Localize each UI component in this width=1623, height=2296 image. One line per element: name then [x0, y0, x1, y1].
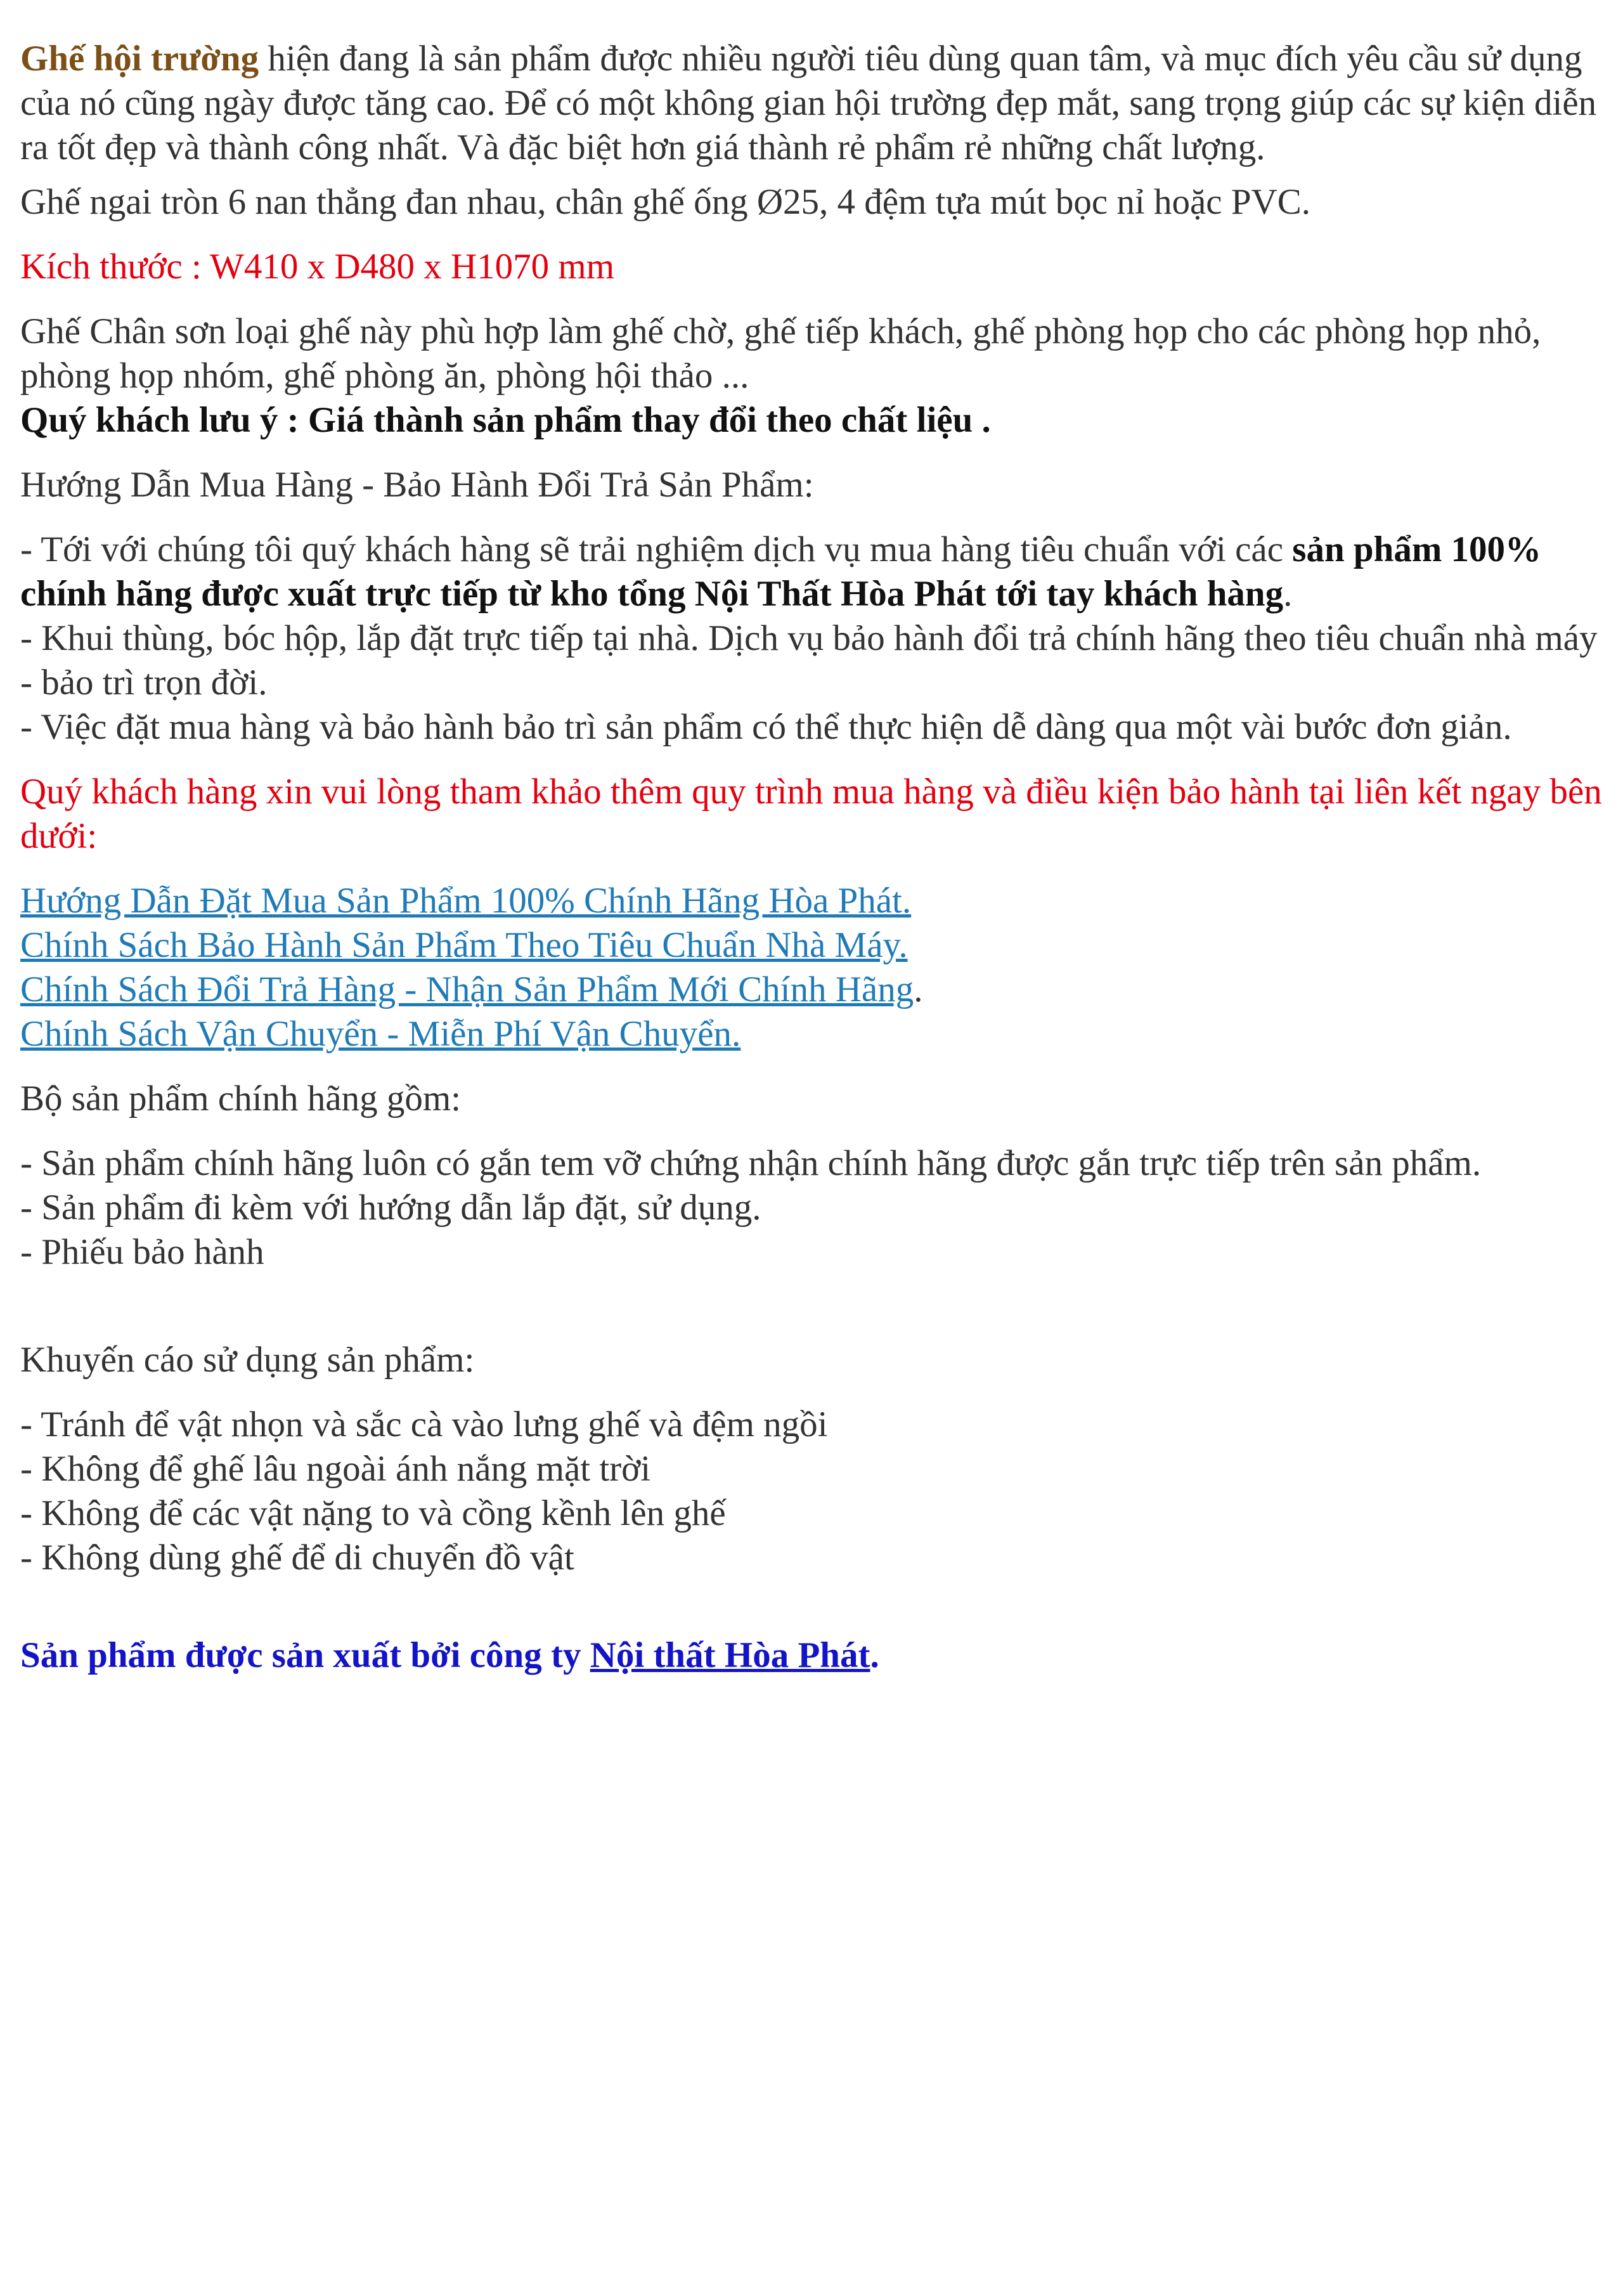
manufacturer-link[interactable]: Nội thất Hòa Phát [590, 1635, 870, 1675]
guide-heading: Hướng Dẫn Mua Hàng - Bảo Hành Đổi Trả Sản Phẩm: [20, 465, 814, 505]
link-return-policy[interactable]: Chính Sách Đổi Trả Hàng - Nhận Sản Phẩm Mới Chính Hãng [20, 970, 914, 1009]
advice-item-1: - Tránh để vật nhọn và sắc cà vào lưng ghế và đệm ngồi [20, 1404, 828, 1444]
usage-paragraph: Ghế Chân sơn loại ghế này phù hợp làm ghế chờ, ghế tiếp khách, ghế phòng họp cho các phòng họp nhỏ, phòng họp nhóm, ghế phòng ăn, phòng hội thảo ... [20, 311, 1541, 396]
price-note: Quý khách lưu ý : Giá thành sản phẩm thay đổi theo chất liệu . [20, 400, 991, 440]
product-description [20, 37, 1603, 1678]
dimensions-line: Kích thước : W410 x D480 x H1070 mm [20, 247, 615, 287]
manufacturer-line [20, 1633, 1603, 1678]
link-warranty-policy[interactable]: Chính Sách Bảo Hành Sản Phẩm Theo Tiêu Chuẩn Nhà Máy. [20, 925, 908, 965]
advice-heading: Khuyến cáo sử dụng sản phẩm: [20, 1340, 475, 1380]
package-list [20, 1141, 1603, 1274]
intro-highlight: Ghế hội trường [20, 39, 259, 79]
package-item-1: - Sản phẩm chính hãng luôn có gắn tem vỡ chứng nhận chính hãng được gắn trực tiếp trên sản phẩm. [20, 1143, 1482, 1183]
advice-item-2: - Không để ghế lâu ngoài ánh nắng mặt trời [20, 1449, 651, 1489]
advice-item-3: - Không để các vật nặng to và cồng kềnh lên ghế [20, 1493, 726, 1533]
reference-note: Quý khách hàng xin vui lòng tham khảo thêm quy trình mua hàng và điều kiện bảo hành tại liên kết ngay bên dưới: [20, 772, 1602, 856]
intro-paragraph [20, 37, 1603, 170]
link-order-guide[interactable]: Hướng Dẫn Đặt Mua Sản Phẩm 100% Chính Hãng Hòa Phát. [20, 881, 912, 921]
guide-item-1 [20, 528, 1603, 616]
package-item-3: - Phiếu bảo hành [20, 1232, 264, 1272]
advice-item-4: - Không dùng ghế để di chuyển đồ vật [20, 1538, 574, 1578]
link-return-dot: . [914, 970, 923, 1009]
link-shipping-policy[interactable]: Chính Sách Vận Chuyển - Miễn Phí Vận Chuyển. [20, 1014, 741, 1054]
guide-item-2: - Khui thùng, bóc hộp, lắp đặt trực tiếp tại nhà. Dịch vụ bảo hành đổi trả chính hãng theo tiêu chuẩn nhà máy - bảo trì trọn đời. [20, 618, 1598, 703]
guide-item-3: - Việc đặt mua hàng và bảo hành bảo trì sản phẩm có thể thực hiện dễ dàng qua một vài bước đơn giản. [20, 707, 1512, 747]
guide-item-1-end: . [1283, 574, 1293, 614]
guide-item-1-start: - Tới với chúng tôi quý khách hàng sẽ trải nghiệm dịch vụ mua hàng tiêu chuẩn với các [20, 529, 1293, 569]
manufacturer-prefix: Sản phẩm được sản xuất bởi công ty [20, 1635, 590, 1675]
policy-links [20, 879, 1603, 1056]
guide-item-1-bold: sản phẩm 100% chính hãng được xuất trực tiếp từ kho tổng Nội Thất Hòa Phát tới tay khách hàng [20, 529, 1542, 614]
guide-list [20, 528, 1603, 749]
description-paragraph: Ghế ngai tròn 6 nan thẳng đan nhau, chân ghế ống Ø25, 4 đệm tựa mút bọc nỉ hoặc PVC. [20, 182, 1310, 222]
advice-list [20, 1403, 1603, 1580]
package-heading: Bộ sản phẩm chính hãng gồm: [20, 1079, 461, 1119]
package-item-2: - Sản phẩm đi kèm với hướng dẫn lắp đặt, sử dụng. [20, 1188, 761, 1228]
manufacturer-suffix: . [870, 1635, 879, 1675]
intro-text: hiện đang là sản phẩm được nhiều người tiêu dùng quan tâm, và mục đích yêu cầu sử dụng của nó cũng ngày được tăng cao. Để có một không gian hội trường đẹp mắt, sang trọng giúp các sự kiện diễn ra tốt đẹp và thành công nhất. Và đặc biệt hơn giá thành rẻ phẩm rẻ những chất lượng. [20, 39, 1597, 167]
